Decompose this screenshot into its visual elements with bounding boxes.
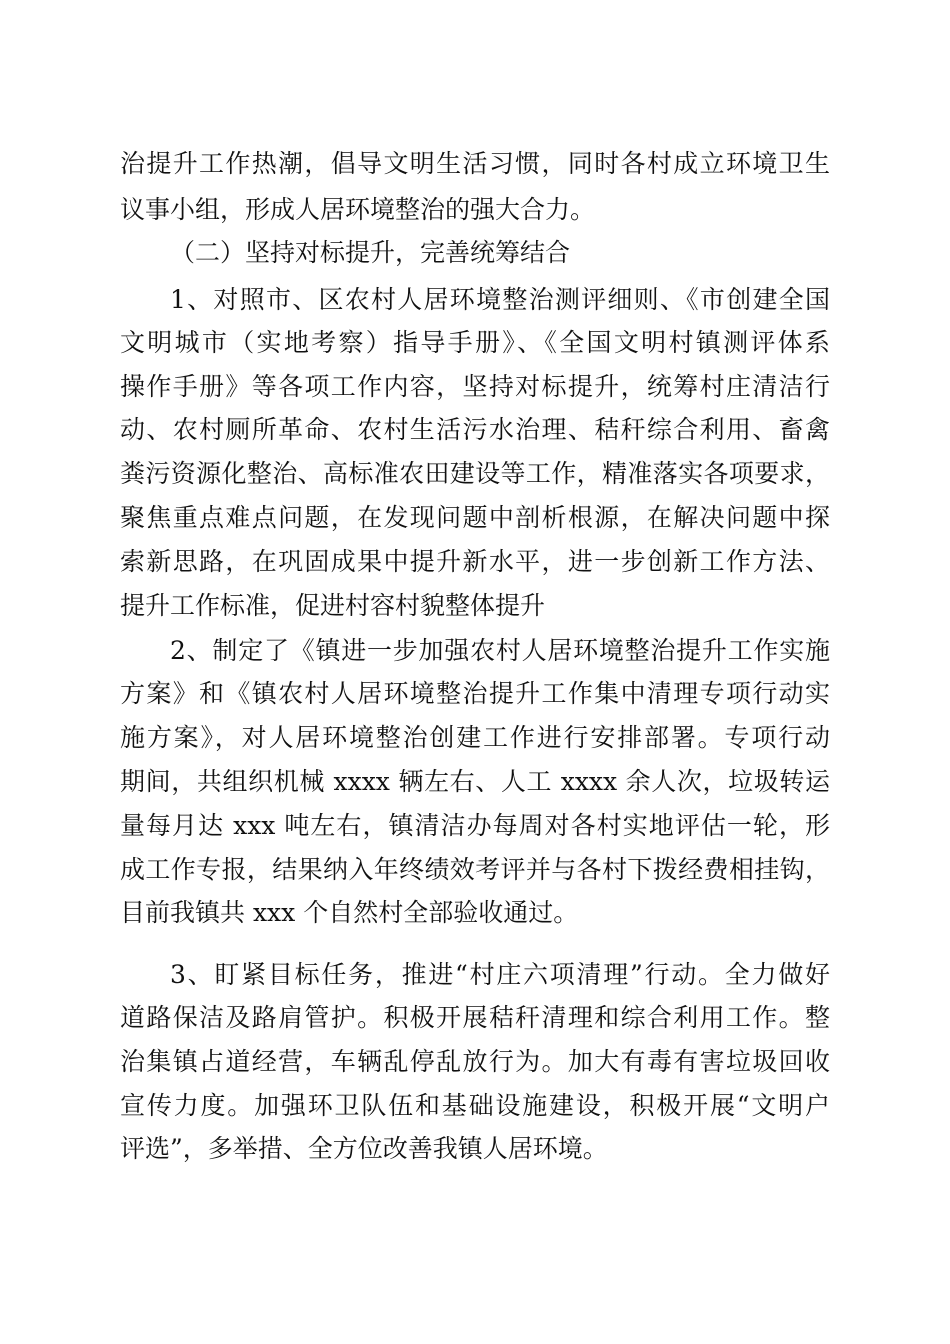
paragraph-line: 索新思路，在巩固成果中提升新水平，进一步创新工作方法、 (120, 547, 830, 576)
paragraph-line: 量每月达 xxx 吨左右，镇清洁办每周对各村实地评估一轮，形 (120, 811, 830, 840)
paragraph-line: 2、制定了《镇进一步加强农村人居环境整治提升工作实施 (170, 636, 830, 665)
paragraph-line: 动、农村厕所革命、农村生活污水治理、秸秆综合利用、畜禽 (120, 415, 830, 444)
paragraph-line: 成工作专报，结果纳入年终绩效考评并与各村下拨经费相挂钩， (120, 855, 830, 884)
paragraph-line: 议事小组，形成人居环境整治的强大合力。 (120, 195, 596, 224)
section-heading: （二）坚持对标提升，完善统筹结合 (170, 238, 571, 267)
paragraph-line: 治集镇占道经营，车辆乱停乱放行为。加大有毒有害垃圾回收 (120, 1047, 830, 1076)
paragraph-line: 评选”，多举措、全方位改善我镇人居环境。 (120, 1134, 608, 1163)
paragraph-line: 粪污资源化整治、高标准农田建设等工作，精准落实各项要求， (120, 459, 830, 488)
paragraph-line: 文明城市（实地考察）指导手册》、《全国文明村镇测评体系 (120, 328, 830, 357)
paragraph-line: 操作手册》等各项工作内容，坚持对标提升，统筹村庄清洁行 (120, 372, 830, 401)
paragraph-line: 道路保洁及路肩管护。积极开展秸秆清理和综合利用工作。整 (120, 1003, 830, 1032)
paragraph-line: 3、盯紧目标任务，推进“村庄六项清理”行动。全力做好 (170, 960, 830, 989)
paragraph-line: 期间，共组织机械 xxxx 辆左右、人工 xxxx 余人次，垃圾转运 (120, 767, 830, 796)
paragraph-line: 提升工作标准，促进村容村貌整体提升 (120, 591, 546, 620)
paragraph-line: 方案》和《镇农村人居环境整治提升工作集中清理专项行动实 (120, 679, 830, 708)
paragraph-line: 目前我镇共 xxx 个自然村全部验收通过。 (120, 898, 579, 927)
paragraph-line: 聚焦重点难点问题，在发现问题中剖析根源，在解决问题中探 (120, 503, 830, 532)
paragraph-line: 1、对照市、区农村人居环境整治测评细则、《市创建全国 (170, 285, 830, 314)
paragraph-line: 施方案》，对人居环境整治创建工作进行安排部署。专项行动 (120, 723, 830, 752)
paragraph-line: 宣传力度。加强环卫队伍和基础设施建设，积极开展“文明户 (120, 1091, 830, 1120)
paragraph-line: 治提升工作热潮，倡导文明生活习惯，同时各村成立环境卫生 (120, 149, 830, 178)
